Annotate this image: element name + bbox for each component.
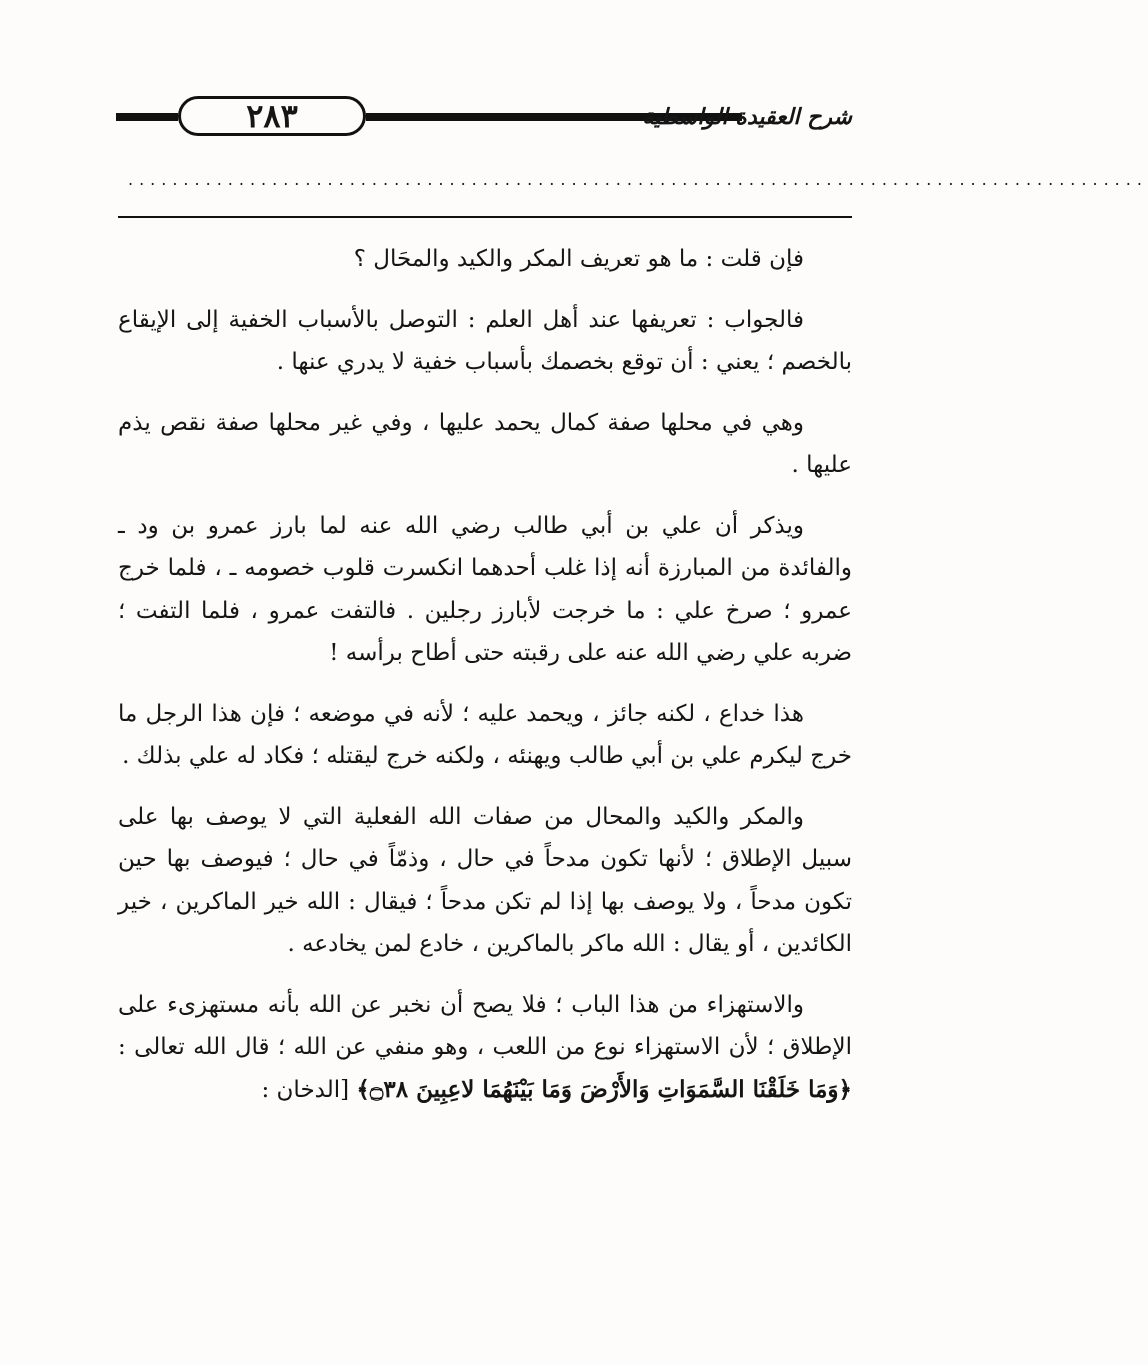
book-title: شرح العقيدة الواسطية <box>642 104 852 130</box>
header-rule-left <box>116 113 178 121</box>
paragraph-mockery <box>118 984 852 1112</box>
paragraph-deception: هذا خداع ، لكنه جائز ، ويحمد عليه ؛ لأنه في موضعه ؛ فإن هذا الرجل ما خرج ليكرم علي بن أبي طالب ويهنئه ، ولكنه خرج ليقتله ؛ فكاد له علي بذلك . <box>118 700 852 769</box>
paragraph-answer: فالجواب : تعريفها عند أهل العلم : التوصل بالأسباب الخفية إلى الإيقاع بالخصم ؛ يعني : أن توقع بخصمك بأسباب خفية لا يدري عنها . <box>118 306 852 375</box>
paragraph-praise-blame: وهي في محلها صفة كمال يحمد عليها ، وفي غير محلها صفة نقص يذم عليها . <box>118 409 852 478</box>
page-body <box>118 238 852 1129</box>
paragraph-question: فإن قلت : ما هو تعريف المكر والكيد والمحَال ؟ <box>353 246 804 272</box>
quran-verse: ﴿وَمَا خَلَقْنَا السَّمَوَاتِ وَالأَرْضَ وَمَا بَيْنَهُمَا لاعِبِينَ ۝٣٨﴾ <box>356 1075 852 1103</box>
separator-rule <box>118 216 852 218</box>
mockery-text: والاستهزاء من هذا الباب ؛ فلا يصح أن نخبر عن الله بأنه مستهزىء على الإطلاق ؛ لأن الاستهزاء نوع من اللعب ، وهو منفي عن الله ؛ قال الله تعالى : <box>118 991 852 1060</box>
running-header <box>116 96 852 140</box>
paragraph-ali-story: ويذكر أن علي بن أبي طالب رضي الله عنه لما بارز عمرو بن ود ـ والفائدة من المبارزة أنه إذا غلب أحدهما انكسرت قلوب خصومه ـ ، فلما خرج عمرو ؛ صرخ علي : ما خرجت لأبارز رجلين . فالتفت عمرو ، فلما التفت ؛ ضربه علي رضي الله عنه على رقبته حتى أطاح برأسه ! <box>118 512 852 666</box>
dotted-separator: ............................................................................................ <box>128 170 1148 189</box>
verse-reference: [الدخان : <box>261 1076 357 1103</box>
paragraph-attributes: والمكر والكيد والمحال من صفات الله الفعلية التي لا يوصف بها على سبيل الإطلاق ؛ لأنها تكون مدحاً في حال ، وذمّاً في حال ؛ فيوصف بها حين تكون مدحاً ، ولا يوصف بها إذا لم تكن مدحاً ؛ فيقال : الله خير الماكرين ، خير الكائدين ، أو يقال : الله ماكر بالماكرين ، خادع لمن يخادعه . <box>118 803 852 957</box>
page-number: ٢٨٣ <box>178 96 366 136</box>
